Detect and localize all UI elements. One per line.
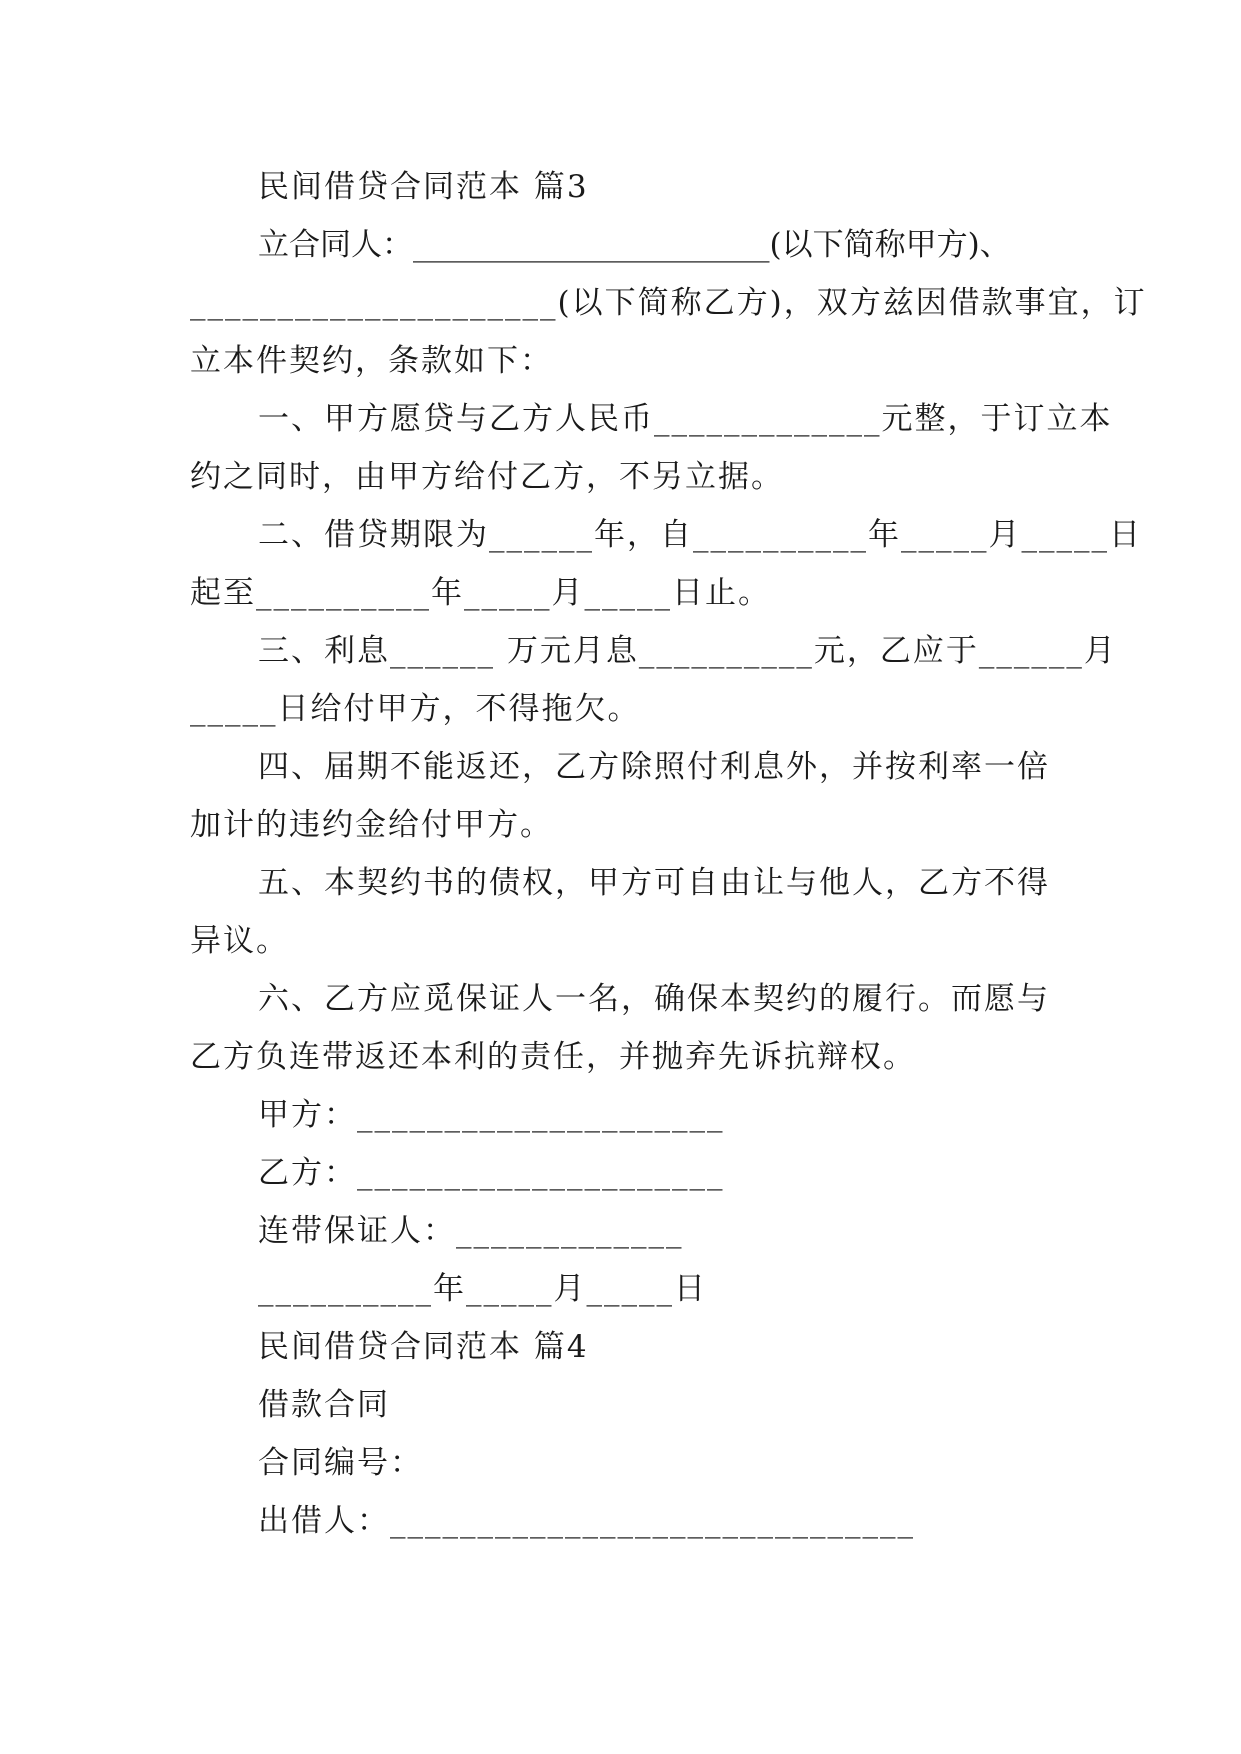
signature-party-a: 甲方：_____________________ — [258, 1097, 725, 1133]
section-heading-4: 民间借贷合同范本 篇4 — [258, 1329, 589, 1365]
clause-5-line-1: 五、本契约书的债权，甲方可自由让与他人，乙方不得 — [258, 865, 1050, 901]
signature-guarantor: 连带保证人：_____________ — [258, 1213, 684, 1249]
clause-6-line-2: 乙方负连带返还本利的责任，并抛弃先诉抗辩权。 — [190, 1039, 916, 1075]
clause-2-line-2: 起至__________年_____月_____日止。 — [190, 575, 771, 611]
intro-line-3: 立本件契约，条款如下： — [190, 343, 553, 379]
signature-date: __________年_____月_____日 — [258, 1271, 707, 1307]
document-page — [190, 158, 1147, 1550]
clause-4-line-1: 四、届期不能返还，乙方除照付利息外，并按利率一倍 — [258, 749, 1050, 785]
intro-text-1: 立合同人：_______________________(以下简称甲方)、 — [258, 227, 1011, 263]
clause-3-line-1: 三、利息______ 万元月息__________元，乙应于______月 — [258, 633, 1117, 669]
clause-1-line-2: 约之同时，由甲方给付乙方，不另立据。 — [190, 459, 784, 495]
clause-5-line-2: 异议。 — [190, 923, 289, 959]
intro-line-1 — [190, 216, 1052, 274]
clause-2-line-1: 二、借贷期限为______年，自__________年_____月_____日 — [258, 517, 1142, 553]
contract-number-label: 合同编号： — [258, 1445, 423, 1481]
clause-4-line-2: 加计的违约金给付甲方。 — [190, 807, 553, 843]
section-heading-3: 民间借贷合同范本 篇3 — [258, 169, 589, 205]
signature-party-b: 乙方：_____________________ — [258, 1155, 725, 1191]
intro-line-2: _____________________(以下简称乙方)，双方兹因借款事宜，订 — [190, 285, 1147, 321]
clause-3-line-2: _____日给付甲方，不得拖欠。 — [190, 691, 641, 727]
clause-1-line-1: 一、甲方愿贷与乙方人民币_____________元整，于订立本 — [258, 401, 1113, 437]
clause-6-line-1: 六、乙方应觅保证人一名，确保本契约的履行。而愿与 — [258, 981, 1050, 1017]
lender-line: 出借人：______________________________ — [258, 1503, 915, 1539]
contract-title: 借款合同 — [258, 1387, 390, 1423]
